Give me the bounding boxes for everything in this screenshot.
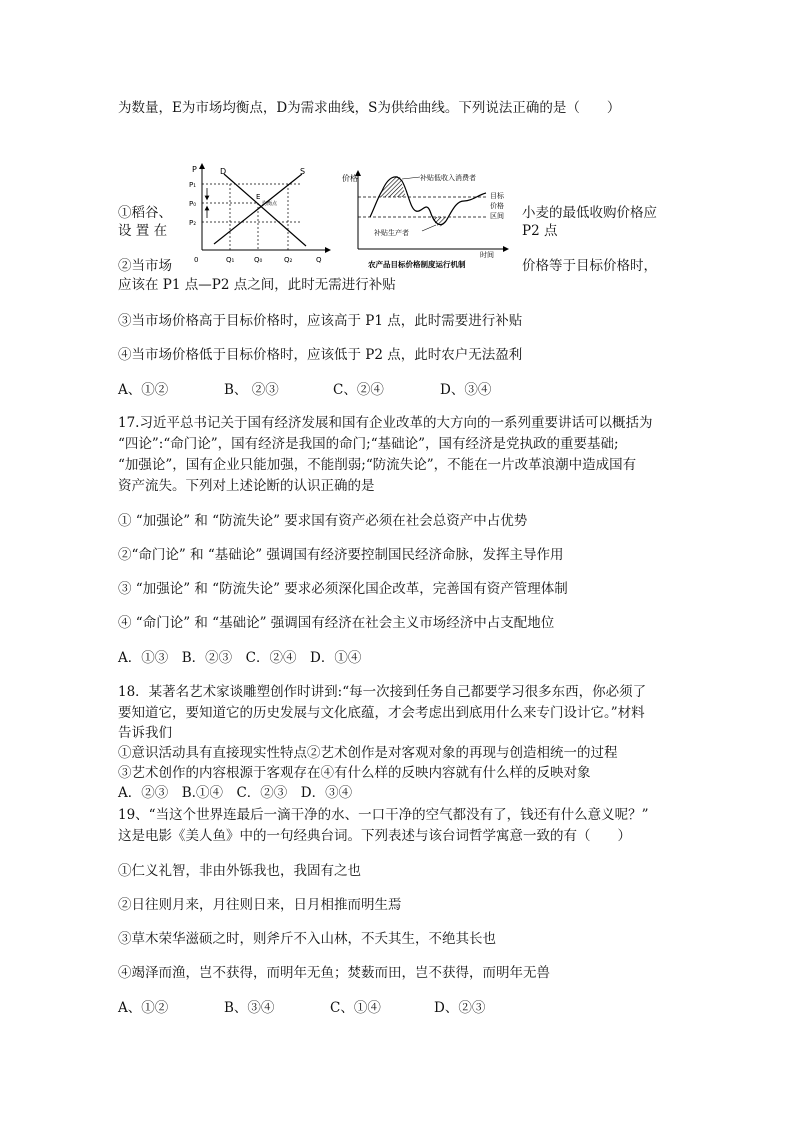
target-label-2: 价格: [490, 202, 504, 210]
q19-opt2: ②日往则月来，月往则日来，日月相推而明生焉: [118, 897, 402, 913]
p1-label: P₁: [189, 181, 197, 189]
q19-answer-d: D、②③: [434, 1000, 486, 1016]
q17-opt4: ④ “命门论” 和 “基础论” 强调国有经济在社会主义市场经济中占支配地位: [118, 615, 555, 631]
s-label: S: [300, 167, 306, 176]
price-axis-label: 价格: [342, 174, 358, 183]
p2-label: P₂: [189, 219, 197, 227]
q16-opt1-right-a: 小麦的最低收购价格应: [522, 205, 657, 221]
q1-label: Q₁: [226, 256, 235, 264]
time-axis-label: 时间: [480, 251, 494, 259]
q19-line-2: 这是电影《美人鱼》中的一句经典台词。下列表述与该台词哲学寓意一致的有（ ）: [118, 828, 631, 844]
q17-answers: A．①③ B．②③ C．②④ D．①④: [118, 650, 362, 666]
q0-label: Q₀: [254, 256, 263, 264]
p0-label: P₀: [189, 200, 197, 208]
p-label: P: [192, 165, 197, 174]
q17-line-3: “加强论”，国有企业只能加强，不能削弱;“防流失论”，不能在一片改革浪潮中造成国有: [118, 457, 637, 473]
target-label-1: 目标: [490, 192, 504, 200]
q18-line-5: ③艺术创作的内容根源于客观存在④有什么样的反映内容就有什么样的反映对象: [118, 765, 591, 781]
q17-line-1: 17.习近平总书记关于国有经济发展和国有企业改革的大方向的一系列重要讲话可以概括为: [118, 415, 653, 431]
equilibrium-label: 均衡点: [262, 201, 278, 207]
q18-line-1: 18．某著名艺术家谈雕塑创作时讲到:“每一次接到任务自己都要学习很多东西，你必须了: [118, 684, 647, 700]
q16-opt3: ③当市场价格高于目标价格时，应该高于 P1 点，此时需要进行补贴: [118, 313, 523, 329]
q19-answer-b: B、③④: [224, 1000, 275, 1016]
q17-opt2: ②“命门论” 和 “基础论” 强调国有经济要控制国民经济命脉，发挥主导作用: [118, 547, 564, 563]
q16-opt2-cont: 应该在 P1 点—P2 点之间，此时无需进行补贴: [118, 277, 396, 293]
d-label: D: [220, 167, 227, 176]
q16-answer-c: C、②④: [333, 382, 384, 398]
supply-demand-graph: [188, 162, 336, 266]
q17-line-4: 资产流失。下列对上述论断的认识正确的是: [118, 478, 375, 494]
q19-answer-a: A、①②: [118, 1000, 169, 1016]
q19-answer-c: C、①④: [330, 1000, 381, 1016]
q16-opt2-left: ②当市场: [118, 258, 172, 274]
demand-curve: [224, 174, 306, 246]
q17-opt3: ③ “加强论” 和 “防流失论” 要求必须深化国企改革，完善国有资产管理体制: [118, 581, 568, 597]
q18-line-3: 告诉我们: [118, 725, 172, 741]
q19-opt4: ④竭泽而渔，岂不获得，而明年无鱼；焚薮而田，岂不获得，而明年无兽: [118, 965, 550, 981]
q18-answers: A．②③ B.①④ C．②③ D．③④: [118, 785, 353, 801]
q18-line-2: 要知道它，要知道它的历史发展与文化底蕴，才会考虑出到底用什么来专门设计它。”材料: [118, 705, 645, 721]
q16-answer-a: A、①②: [118, 382, 169, 398]
q16-opt1-left-a: ①稻谷、: [118, 205, 172, 221]
q2-label: Q₂: [284, 256, 293, 264]
target-price-graph: [340, 165, 512, 269]
intro-text: 为数量，E为市场均衡点，D为需求曲线，S为供给曲线。下列说法正确的是（ ）: [118, 100, 621, 116]
q17-line-2: “四论”:“命门论”，国有经济是我国的命门;“基础论”，国有经济是党执政的重要基础;: [118, 436, 619, 452]
q16-opt1-left-b: 设 置 在: [118, 223, 168, 239]
guide-lines: [202, 184, 300, 250]
q17-opt1: ① “加强论” 和 “防流失论” 要求国有资产必须在社会总资产中占优势: [118, 513, 528, 529]
subsidy-producer-label: 补贴生产者: [374, 229, 409, 237]
q18-line-4: ①意识活动具有直接现实性特点②艺术创作是对客观对象的再现与创造相统一的过程: [118, 745, 618, 761]
q19-opt1: ①仁义礼智，非由外铄我也，我固有之也: [118, 863, 361, 879]
q19-line-1: 19、“当这个世界连最后一滴干净的水、一口干净的空气都没有了，钱还有什么意义呢？”: [118, 807, 649, 823]
graph-caption: 农产品目标价格制度运行机制: [368, 260, 466, 269]
q19-opt3: ③草木荣华滋硕之时，则斧斤不入山林，不夭其生，不绝其长也: [118, 931, 496, 947]
e-label: E: [256, 193, 261, 201]
q-label: Q: [316, 256, 322, 264]
q16-opt4: ④当市场价格低于目标价格时，应该低于 P2 点，此时农户无法盈利: [118, 347, 523, 363]
target-label-3: 区间: [490, 212, 504, 220]
q16-answer-d: D、③④: [440, 382, 492, 398]
q16-answer-b: B、 ②③: [224, 382, 279, 398]
q16-opt1-right-b: P2 点: [522, 223, 558, 239]
q16-opt2-right: 价格等于目标价格时，: [522, 258, 657, 274]
subsidy-consumer-label: 补贴低收入消费者: [420, 174, 476, 182]
origin-label: 0: [194, 256, 199, 264]
